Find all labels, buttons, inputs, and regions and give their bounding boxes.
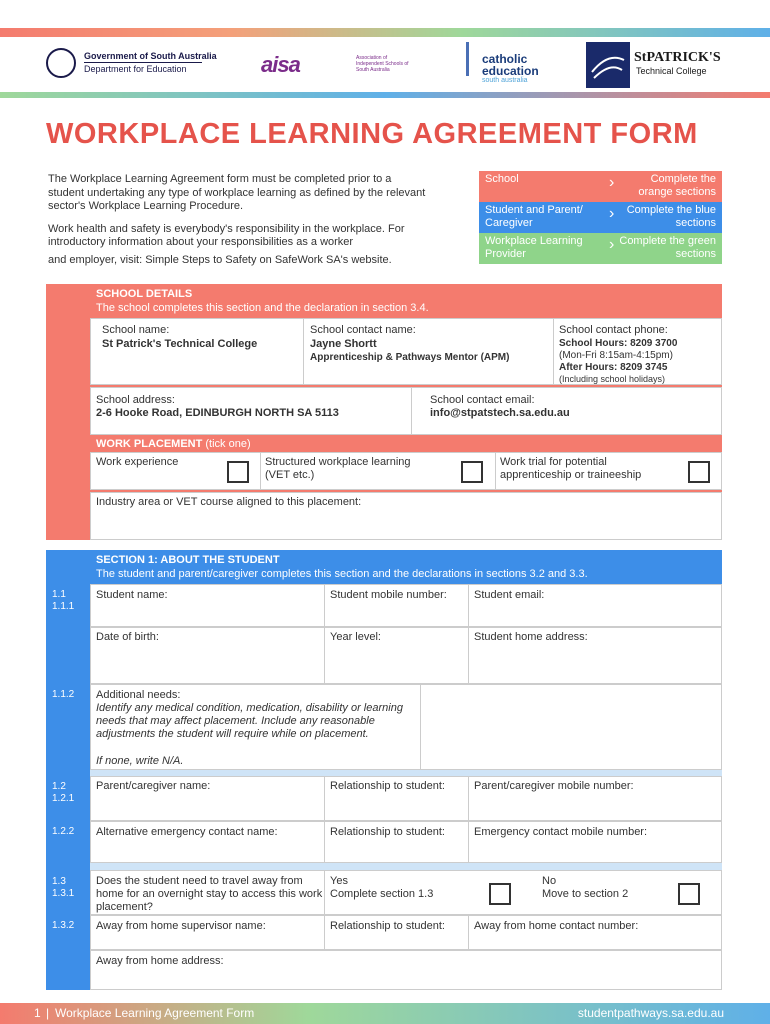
section1-heading: SECTION 1: ABOUT THE STUDENT: [96, 554, 280, 566]
page-footer: [0, 1003, 770, 1024]
gov-logo-divider: [84, 62, 202, 63]
home-address-label: Student home address:: [474, 631, 588, 643]
away-address-label: Away from home address:: [96, 955, 224, 967]
school-phone-value[interactable]: School Hours: 8209 3700: [559, 338, 678, 349]
supervisor-label: Away from home supervisor name:: [96, 920, 266, 932]
parent-mobile-label: Parent/caregiver mobile number:: [474, 780, 634, 792]
school-email-value[interactable]: info@stpatstech.sa.edu.au: [430, 407, 570, 419]
num-1-3-1: 1.3.1: [52, 888, 75, 899]
additional-needs-help: Identify any medical condition, medication, disability or learning needs that may affect placement. Include any reasonable adjustments the student will require while on placement.: [96, 702, 403, 740]
num-1-1-1: 1.1.1: [52, 601, 75, 612]
catholic-logo-line2: education: [482, 64, 539, 78]
work-placement-heading: [96, 437, 251, 451]
travel-yes-label: Yes: [330, 875, 348, 887]
travel-yes-note: Complete section 1.3: [330, 888, 434, 900]
num-1-3-2: 1.3.2: [52, 920, 75, 931]
travel-no-note: Move to section 2: [542, 888, 629, 900]
school-contact-role: Apprenticeship & Pathways Mentor (APM): [310, 352, 510, 363]
st-patricks-logo-line1: StPATRICK'S: [634, 50, 721, 65]
student-row2: [90, 627, 722, 684]
num-1-2-2: 1.2.2: [52, 826, 75, 837]
legend-provider-note: Complete the green sections: [619, 235, 716, 260]
legend-provider-label: Workplace Learning Provider: [485, 235, 583, 260]
footer-page-number: 1: [34, 1006, 41, 1020]
catholic-logo-line1: catholic: [482, 52, 528, 66]
st-patricks-logo-line2: Technical College: [636, 66, 707, 76]
school-contact-value[interactable]: Jayne Shortt: [310, 338, 377, 350]
section1-subheading: The student and parent/caregiver completes this section and the declarations in sections 3.2 and 3.3.: [96, 568, 588, 580]
additional-needs-none: If none, write N/A.: [96, 755, 184, 767]
parent-relationship-label: Relationship to student:: [330, 780, 445, 792]
year-level-label: Year level:: [330, 631, 381, 643]
option-work-experience: Work experience: [96, 456, 179, 468]
gov-logo-line1: Government of South Australia: [84, 51, 217, 61]
school-details-heading: SCHOOL DETAILS: [96, 288, 193, 300]
gov-logo-line2: Department for Education: [84, 64, 187, 74]
work-experience-checkbox[interactable]: [227, 461, 249, 483]
travel-no-label: No: [542, 875, 557, 887]
industry-area-label: Industry area or VET course aligned to this placement:: [96, 496, 362, 508]
dob-label: Date of birth:: [96, 631, 159, 643]
work-placement-note: (tick one): [205, 438, 251, 450]
school-email-label: School contact email:: [430, 394, 535, 406]
school-address-label: School address:: [96, 394, 175, 406]
num-1-1-2: 1.1.2: [52, 689, 75, 700]
legend-school: [479, 171, 722, 202]
option-work-trial: Work trial for potential apprenticeship or traineeship: [500, 456, 642, 481]
school-phone-label: School contact phone:: [559, 324, 668, 336]
footer-title: Workplace Learning Agreement Form: [55, 1006, 255, 1020]
school-name-label: School name:: [102, 324, 170, 336]
additional-needs-label: Additional needs:: [96, 689, 181, 701]
aisa-logo: aisa: [261, 52, 300, 77]
away-contact-label: Away from home contact number:: [474, 920, 639, 932]
intro-text: [48, 173, 428, 267]
structured-learning-checkbox[interactable]: [461, 461, 483, 483]
num-1-3: 1.3: [52, 876, 66, 887]
intro-paragraph-3: and employer, visit: Simple Steps to Safety on SafeWork SA's website.: [48, 253, 392, 266]
footer-url[interactable]: studentpathways.sa.edu.au: [577, 1006, 724, 1020]
student-name-label: Student name:: [96, 589, 168, 601]
catholic-logo-line3: south australia: [482, 77, 528, 84]
parent-name-label: Parent/caregiver name:: [96, 780, 211, 792]
school-phone-after: After Hours: 8209 3745: [559, 362, 668, 373]
school-details-subheading: The school completes this section and the declaration in section 3.4.: [96, 302, 429, 314]
intro-paragraph-1: The Workplace Learning Agreement form must be completed prior to a student undertaking any type of workplace learning as defined by the relevant sector's Workplace Learning Procedure.: [48, 173, 426, 212]
alt-contact-label: Alternative emergency contact name:: [96, 826, 278, 838]
header-color-bar: [0, 92, 770, 98]
legend-student: [479, 202, 722, 233]
catholic-cross-icon: [466, 42, 476, 76]
travel-yes-checkbox[interactable]: [489, 883, 511, 905]
chevron-right-icon: ›: [609, 205, 615, 222]
work-trial-checkbox[interactable]: [688, 461, 710, 483]
num-1-1: 1.1: [52, 589, 66, 600]
num-1-2: 1.2: [52, 781, 66, 792]
st-patricks-emblem-icon: [586, 42, 630, 88]
legend-student-label: Student and Parent/ Caregiver: [485, 204, 583, 229]
aisa-logo-sub: Association of Independent Schools of South Australia: [356, 55, 409, 73]
num-1-2-1: 1.2.1: [52, 793, 75, 804]
student-mobile-label: Student mobile number:: [330, 589, 447, 601]
school-phone-hours: (Mon-Fri 8:15am-4:15pm): [559, 350, 673, 361]
chevron-right-icon: ›: [609, 174, 615, 191]
option-structured-learning: Structured workplace learning (VET etc.): [265, 456, 411, 481]
travel-no-checkbox[interactable]: [678, 883, 700, 905]
chevron-right-icon: ›: [609, 236, 615, 253]
alt-relationship-label: Relationship to student:: [330, 826, 445, 838]
legend-provider: [479, 233, 722, 264]
school-phone-holidays: (Including school holidays): [559, 374, 666, 384]
work-placement-title: WORK PLACEMENT: [96, 438, 203, 450]
page-title: WORKPLACE LEARNING AGREEMENT FORM: [46, 118, 698, 150]
intro-paragraph-2: Work health and safety is everybody's responsibility in the workplace. For introductory information about your responsibilities as a worker: [48, 222, 405, 248]
school-address-value[interactable]: 2-6 Hooke Road, EDINBURGH NORTH SA 5113: [96, 407, 339, 419]
footer-divider: |: [46, 1006, 50, 1020]
legend-school-note: Complete the orange sections: [638, 173, 716, 198]
school-contact-label: School contact name:: [310, 324, 416, 336]
supervisor-relationship-label: Relationship to student:: [330, 920, 445, 932]
sa-government-crest-icon: [46, 48, 76, 78]
student-email-label: Student email:: [474, 589, 545, 601]
emergency-mobile-label: Emergency contact mobile number:: [474, 826, 648, 838]
travel-question: Does the student need to travel away from home for an overnight stay to access this work placement?: [96, 875, 323, 913]
school-name-value[interactable]: St Patrick's Technical College: [102, 338, 258, 350]
top-color-bar: [0, 28, 770, 37]
legend-school-label: School: [485, 173, 519, 185]
legend-student-note: Complete the blue sections: [626, 204, 716, 229]
